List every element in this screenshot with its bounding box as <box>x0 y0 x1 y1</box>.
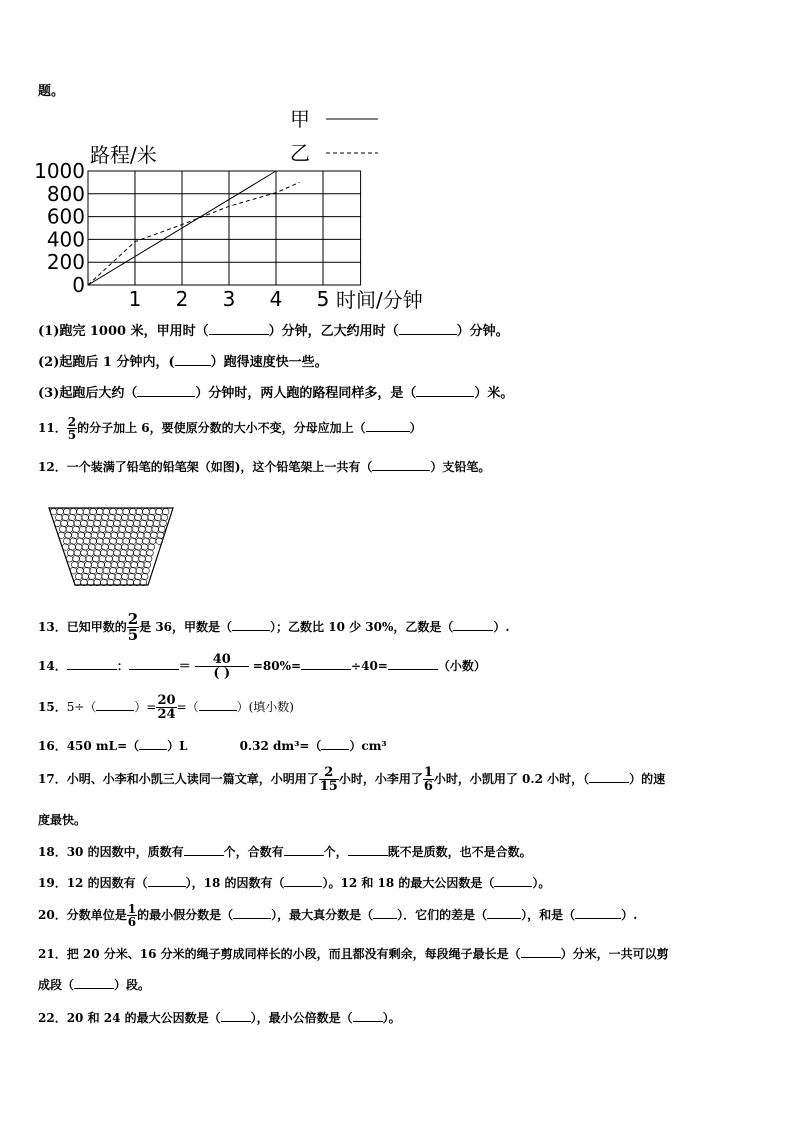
pencil-end <box>95 573 102 580</box>
pencil-end <box>115 514 122 521</box>
pencil-end <box>151 532 158 539</box>
pencil-end <box>89 514 96 521</box>
answer-blank[interactable] <box>353 1009 383 1022</box>
chart-legend <box>290 107 378 165</box>
pencil-end <box>96 508 103 515</box>
answer-blank[interactable] <box>232 618 270 631</box>
y-tick-label: 600 <box>46 204 85 229</box>
pencil-end <box>74 550 81 557</box>
pencil-end <box>103 567 110 574</box>
pencil-end <box>71 532 78 539</box>
pencil-end <box>118 532 125 539</box>
pencil-end <box>157 532 164 539</box>
grid-frame <box>88 171 361 285</box>
pencil-end <box>108 544 115 551</box>
pencil-end <box>103 538 110 545</box>
pencil-end <box>86 556 93 563</box>
answer-blank[interactable] <box>372 458 430 471</box>
answer-blank[interactable] <box>388 657 438 670</box>
pencil-end <box>78 532 85 539</box>
answer-blank[interactable] <box>184 843 224 856</box>
pencil-end <box>82 514 89 521</box>
pencil-end <box>85 561 92 568</box>
fraction: $\frac{40}{( )}$ <box>195 653 249 680</box>
pencil-end <box>82 573 89 580</box>
pencil-end <box>67 520 74 527</box>
answer-blank[interactable] <box>399 322 457 335</box>
pencil-end <box>69 514 76 521</box>
pencil-end <box>125 526 132 533</box>
y-tick-label: 200 <box>46 250 85 275</box>
answer-blank[interactable] <box>494 874 532 887</box>
pencil-end <box>112 526 119 533</box>
pencil-end <box>74 520 81 527</box>
answer-blank[interactable] <box>148 874 186 887</box>
pencil-end <box>90 538 97 545</box>
pencil-end <box>110 567 117 574</box>
question-16: 16．450 mL=（ ）L 0.32 dm³=（ ）cm³ <box>38 739 387 753</box>
answer-blank[interactable] <box>67 657 117 670</box>
pencil-end <box>129 538 136 545</box>
pencil-end <box>144 561 151 568</box>
answer-blank[interactable] <box>301 657 351 670</box>
pencil-end <box>111 532 118 539</box>
pencil-end <box>77 508 84 515</box>
pencil-end <box>116 538 123 545</box>
question-21: 21．把 20 分米、16 分米的绳子剪成同样长的小段，而且都没有剩余，每段绳子最长是（ ）分米，一共可以剪 <box>38 947 669 961</box>
pencil-end <box>158 526 165 533</box>
pencil-end <box>160 520 167 527</box>
pencil-end <box>161 514 168 521</box>
question-12: 12．一个装满了铅笔的铅笔架（如图)，这个铅笔架上一共有（ ）支铅笔。 <box>38 460 491 474</box>
pencil-end <box>70 567 77 574</box>
answer-blank[interactable] <box>366 419 410 432</box>
fraction: $\frac{2}{5}$ <box>67 415 77 442</box>
header-fragment: 题。 <box>38 84 65 99</box>
pencil-end <box>122 544 129 551</box>
pencil-end <box>131 532 138 539</box>
pencil-end <box>82 544 89 551</box>
pencil-end <box>149 538 156 545</box>
pencil-end <box>133 520 140 527</box>
pencil-end <box>115 573 122 580</box>
pencil-end <box>66 556 73 563</box>
pencil-end <box>59 526 66 533</box>
y-tick-label: 1000 <box>34 159 85 183</box>
pencil-end <box>100 550 107 557</box>
pencil-end <box>131 561 138 568</box>
pencil-end <box>56 514 63 521</box>
fraction: $\frac{1}{6}$ <box>423 765 433 794</box>
pencil-end <box>114 520 121 527</box>
pencil-end <box>87 520 94 527</box>
y-tick-label: 0 <box>72 273 85 297</box>
pencil-end <box>124 561 131 568</box>
y-tick-label: 800 <box>46 181 85 206</box>
pencil-end <box>129 508 136 515</box>
pencil-end <box>148 544 155 551</box>
answer-blank[interactable] <box>575 906 621 919</box>
pencil-end <box>63 538 70 545</box>
pencil-end <box>143 508 150 515</box>
pencil-end <box>104 532 111 539</box>
pencil-end <box>122 514 129 521</box>
answer-blank[interactable] <box>233 906 271 919</box>
pencil-end <box>153 520 160 527</box>
chart-xlabel: 时间/分钟 <box>336 288 423 312</box>
pencil-end <box>156 508 163 515</box>
pencil-end <box>136 508 143 515</box>
pencil-end <box>136 567 143 574</box>
pencil-end <box>91 532 98 539</box>
pencil-end <box>132 526 139 533</box>
chart-ylabel: 路程/米 <box>90 143 157 167</box>
answer-blank[interactable] <box>96 698 134 711</box>
pencil-end <box>145 556 152 563</box>
pencil-end <box>106 526 113 533</box>
answer-blank[interactable] <box>521 945 561 958</box>
pencil-end <box>98 532 105 539</box>
pencil-end <box>104 561 111 568</box>
pencil-end <box>111 561 118 568</box>
pencil-end <box>79 526 86 533</box>
pencil-end <box>54 520 61 527</box>
pencil-end <box>62 544 69 551</box>
pencil-end <box>152 526 159 533</box>
pencil-end <box>69 544 76 551</box>
answer-blank[interactable] <box>453 618 493 631</box>
pencil-end <box>149 508 156 515</box>
pencil-end <box>156 538 163 545</box>
chart-y-ticks <box>34 159 85 297</box>
x-tick-label: 4 <box>269 287 283 311</box>
answer-blank[interactable] <box>321 737 349 750</box>
x-tick-label: 3 <box>222 287 236 311</box>
pencil-end <box>97 567 104 574</box>
pencil-end <box>143 538 150 545</box>
question-20: 20．分数单位是 $\frac{1}{6}$ 的最小假分数是（ ），最大真分数是（ ）．它们的差是（ ），和是（ ）. <box>38 902 638 929</box>
answer-blank[interactable] <box>487 906 521 919</box>
pencil-end <box>66 526 73 533</box>
pencil-end <box>155 514 162 521</box>
pencil-end <box>71 561 78 568</box>
pencil-end <box>118 561 125 568</box>
legend-label: 甲 <box>290 107 310 131</box>
pencil-end <box>162 508 169 515</box>
pencil-end <box>107 520 114 527</box>
pencil-end <box>57 508 64 515</box>
pencil-end <box>89 573 96 580</box>
answer-blank[interactable] <box>348 843 388 856</box>
pencil-end <box>139 556 146 563</box>
pencil-end <box>70 508 77 515</box>
pencil-end <box>119 526 126 533</box>
pencil-end <box>78 561 85 568</box>
pencil-end <box>119 556 126 563</box>
pencil-end <box>127 520 134 527</box>
pencil-end <box>145 526 152 533</box>
pencil-end <box>102 573 109 580</box>
pencil-end <box>128 514 135 521</box>
pencil-end <box>126 556 133 563</box>
pencil-end <box>94 520 101 527</box>
pencil-end <box>132 556 139 563</box>
pencil-end <box>79 556 86 563</box>
pencil-holder-figure <box>46 505 176 587</box>
pencil-end <box>108 514 115 521</box>
pencil-end <box>94 550 101 557</box>
pencil-end <box>144 532 151 539</box>
y-tick-label: 400 <box>46 227 85 252</box>
pencil-end <box>123 508 130 515</box>
pencil-end <box>107 550 114 557</box>
pencil-end <box>135 573 142 580</box>
fraction: $\frac{2}{5}$ <box>127 610 139 644</box>
pencil-end <box>106 556 113 563</box>
pencil-end <box>87 550 94 557</box>
question-17-line2: 度最快。 <box>38 813 87 827</box>
fraction: $\frac{20}{24}$ <box>157 693 176 722</box>
pencil-end <box>98 561 105 568</box>
pencil-end <box>139 526 146 533</box>
pencil-end <box>65 532 72 539</box>
pencil-end <box>137 561 144 568</box>
pencil-end <box>75 573 82 580</box>
pencil-end <box>75 544 82 551</box>
question-14: 14． ： ＝ $\frac{40}{( )}$ =80%= ÷40= （小数） <box>38 652 486 681</box>
pencil-end <box>77 567 84 574</box>
pencil-end <box>103 508 110 515</box>
chart-grid <box>88 171 361 285</box>
question-13: 13．已知甲数的 $\frac{2}{5}$ 是 36，甲数是（ ）；乙数比 10 少 30%，乙数是（ ）. <box>38 610 510 644</box>
pencil-end <box>108 573 115 580</box>
pencil-end <box>86 526 93 533</box>
pencil-end <box>99 526 106 533</box>
pencil-end <box>128 573 135 580</box>
answer-blank[interactable] <box>221 1009 251 1022</box>
pencil-end <box>136 538 143 545</box>
chart-series <box>88 171 300 285</box>
pencil-end <box>110 508 117 515</box>
pencil-end <box>91 561 98 568</box>
question-15: 15．5÷（ ）= $\frac{20}{24}$ =（ ）(填小数) <box>38 693 294 722</box>
question-22: 22．20 和 24 的最大公因数是（ ），最小公倍数是（ ）。 <box>38 1011 401 1025</box>
pencil-end <box>124 532 131 539</box>
question-18: 18．30 的因数中，质数有 个，合数有 个， 既不是质数，也不是合数。 <box>38 845 532 859</box>
question-11: 11． $\frac{2}{5}$ 的分子加上 6，要使原分数的大小不变，分母应加上（ ） <box>38 415 422 442</box>
question-21-line2: 成段（ ）段。 <box>38 978 151 992</box>
pencil-end <box>70 538 77 545</box>
pencil-end <box>128 544 135 551</box>
pencil-end <box>96 538 103 545</box>
chart-x-ticks <box>129 287 330 311</box>
pencil-end <box>95 544 102 551</box>
pencil-end <box>110 538 117 545</box>
pencil-end <box>140 520 147 527</box>
pencil-end <box>90 567 97 574</box>
answer-blank[interactable] <box>416 384 474 397</box>
pencil-end <box>122 573 129 580</box>
pencil-end <box>83 538 90 545</box>
pencil-end <box>93 556 100 563</box>
fraction: $\frac{2}{15}$ <box>319 765 338 794</box>
pencil-end <box>137 532 144 539</box>
pencil-end <box>140 550 147 557</box>
pencil-end <box>123 567 130 574</box>
pencil-end <box>77 538 84 545</box>
pencil-end <box>141 573 148 580</box>
legend-label: 乙 <box>290 141 310 165</box>
answer-blank[interactable] <box>175 353 211 366</box>
answer-blank[interactable] <box>137 384 195 397</box>
answer-blank[interactable] <box>284 843 324 856</box>
answer-blank[interactable] <box>199 698 237 711</box>
pencil-end <box>100 520 107 527</box>
pencil-end <box>90 508 97 515</box>
distance-time-chart <box>30 100 450 315</box>
pencil-end <box>120 520 127 527</box>
pencil-end <box>114 550 121 557</box>
pencil-end <box>130 567 137 574</box>
pencil-end <box>58 532 65 539</box>
pencil-end <box>143 567 150 574</box>
pencil-end <box>99 556 106 563</box>
x-tick-label: 1 <box>128 287 142 311</box>
pencil-end <box>73 526 80 533</box>
answer-blank[interactable] <box>209 322 269 335</box>
pencil-end <box>102 544 109 551</box>
pencil-end <box>148 514 155 521</box>
pencil-end <box>141 514 148 521</box>
pencil-end <box>141 544 148 551</box>
answer-blank[interactable] <box>373 906 397 919</box>
answer-blank[interactable] <box>589 770 629 783</box>
pencil-end <box>115 544 122 551</box>
pencil-end <box>83 567 90 574</box>
q10-part2: (2)起跑后 1 分钟内，( ）跑得速度快一些。 <box>38 355 328 370</box>
q10-part1: (1)跑完 1000 米，甲用时（ ）分钟，乙大约用时（ ）分钟。 <box>38 324 509 339</box>
pencil-end <box>147 520 154 527</box>
answer-blank[interactable] <box>74 976 114 989</box>
series-line-yi <box>88 182 300 285</box>
question-17: 17．小明、小李和小凯三人读同一篇文章，小明用了 $\frac{2}{15}$ 小时，小李用了 $\frac{1}{6}$ 小时，小凯用了 0.2 小时，（ ）的速 <box>38 765 666 794</box>
pencil-end <box>133 550 140 557</box>
question-19: 19．12 的因数有（ ），18 的因数有（ ）。12 和 18 的最大公因数是（ ）。 <box>38 876 551 890</box>
pencil-end <box>81 520 88 527</box>
pencil-end <box>50 508 57 515</box>
x-tick-label: 5 <box>316 287 330 311</box>
fraction: $\frac{1}{6}$ <box>127 902 137 929</box>
pencil-end <box>120 550 127 557</box>
q10-part3: (3)起跑后大约（ ）分钟时，两人跑的路程同样多，是（ ）米。 <box>38 386 514 401</box>
pencil-end <box>75 514 82 521</box>
pencil-end <box>92 526 99 533</box>
answer-blank[interactable] <box>139 737 167 750</box>
pencil-end <box>67 550 74 557</box>
answer-blank[interactable] <box>129 657 179 670</box>
pencil-end <box>62 514 69 521</box>
pencil-end <box>63 508 70 515</box>
x-tick-label: 2 <box>175 287 189 311</box>
pencil-end <box>135 544 142 551</box>
pencil-end <box>95 514 102 521</box>
pencil-end <box>147 550 154 557</box>
pencil-end <box>127 550 134 557</box>
pencil-end <box>89 544 96 551</box>
pencil-end <box>81 550 88 557</box>
pencil-end <box>61 520 68 527</box>
pencil-end <box>135 514 142 521</box>
pencil-end <box>85 532 92 539</box>
pencil-end <box>112 556 119 563</box>
pencil-end <box>73 556 80 563</box>
pencil-end <box>116 508 123 515</box>
answer-blank[interactable] <box>284 874 322 887</box>
pencil-end <box>116 567 123 574</box>
pencil-end <box>102 514 109 521</box>
pencil-end <box>123 538 130 545</box>
pencil-end <box>83 508 90 515</box>
